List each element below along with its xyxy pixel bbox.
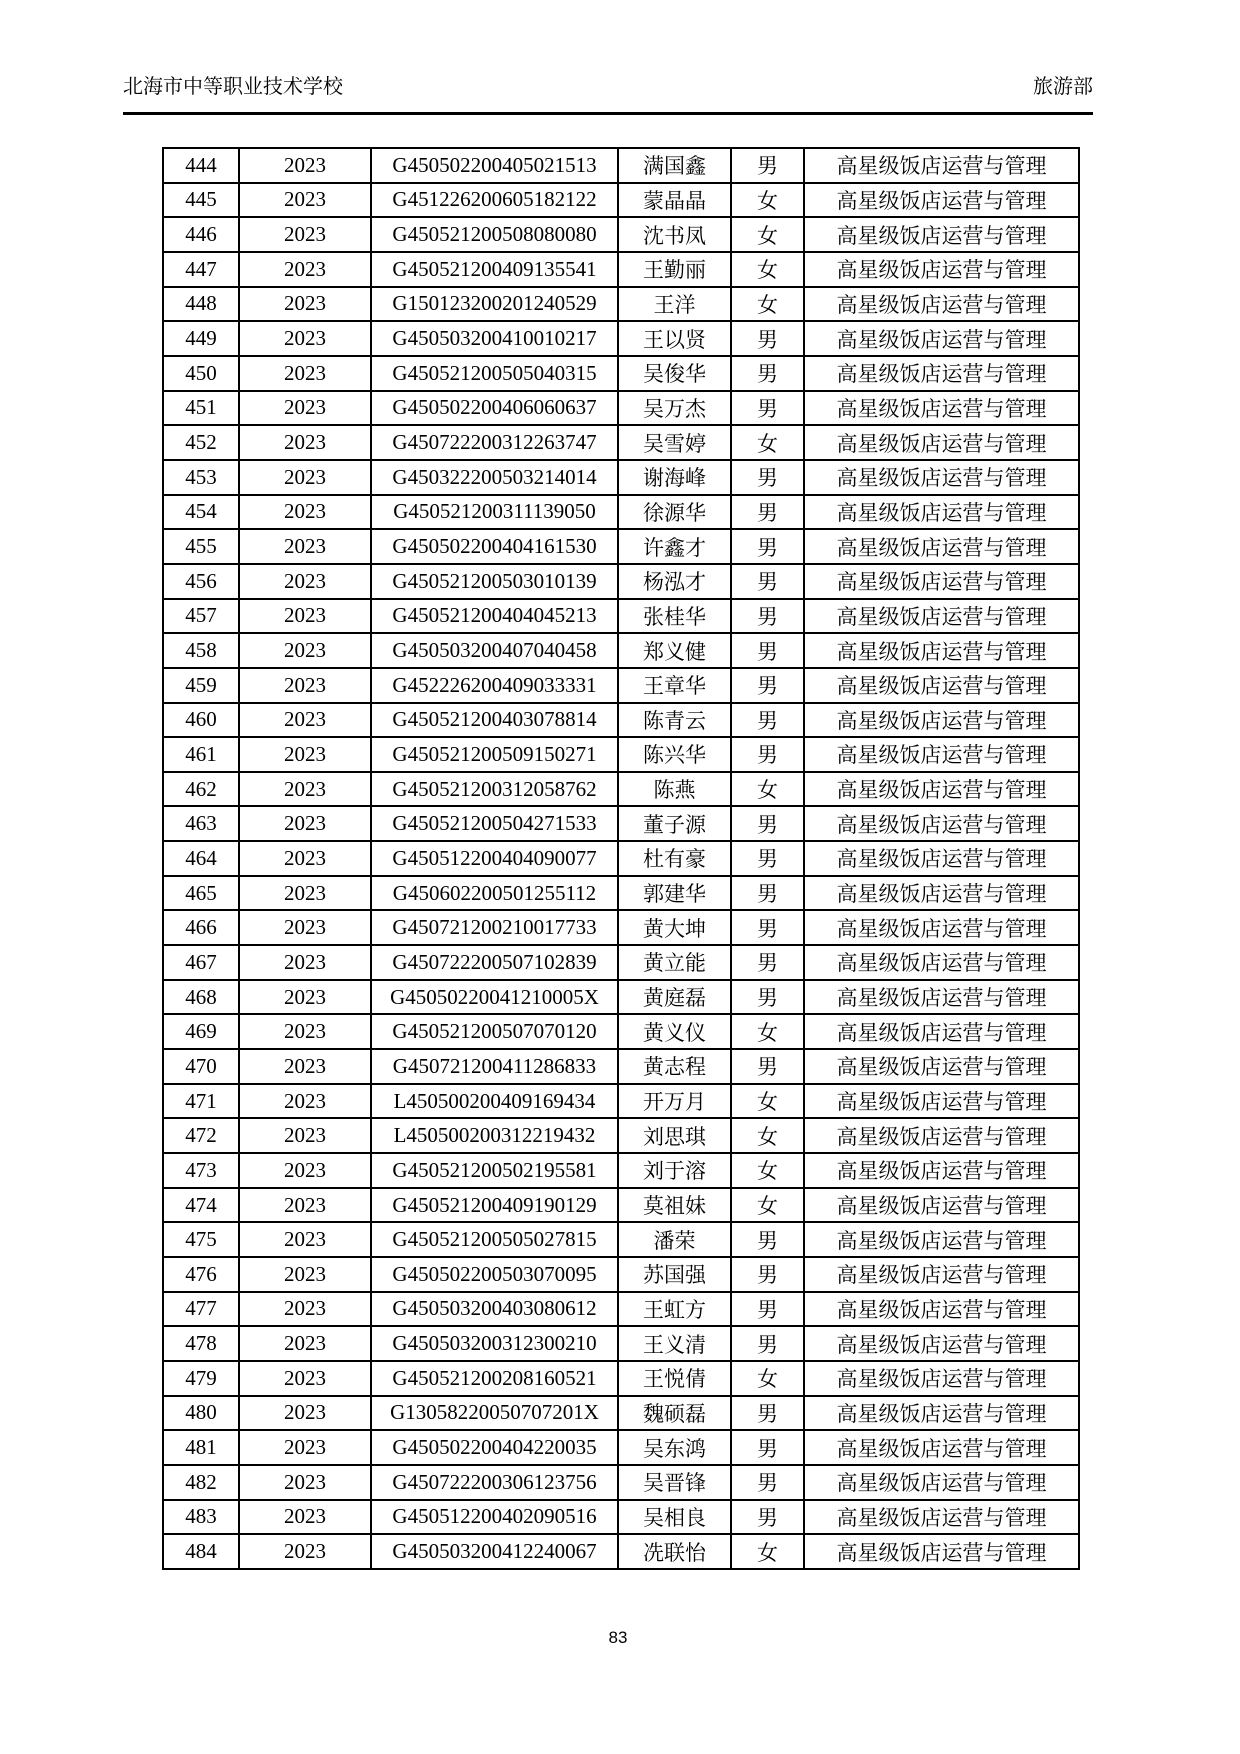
major-cell: 高星级饭店运营与管理 [804,564,1079,599]
id-number-cell: G450521200311139050 [371,495,618,530]
table-row [163,321,1079,356]
name-cell: 魏硕磊 [618,1396,731,1431]
row-number-cell: 474 [163,1188,239,1223]
major-cell: 高星级饭店运营与管理 [804,1292,1079,1327]
name-cell: 黄庭磊 [618,980,731,1015]
table-row [163,1188,1079,1223]
major-cell: 高星级饭店运营与管理 [804,217,1079,252]
row-number-cell: 475 [163,1222,239,1257]
gender-cell: 男 [731,1430,804,1465]
major-cell: 高星级饭店运营与管理 [804,1188,1079,1223]
major-cell: 高星级饭店运营与管理 [804,1118,1079,1153]
id-number-cell: L450500200312219432 [371,1118,618,1153]
id-number-cell: G45050220041210005X [371,980,618,1015]
gender-cell: 女 [731,1361,804,1396]
year-cell: 2023 [239,564,371,599]
name-cell: 莫祖妹 [618,1188,731,1223]
year-cell: 2023 [239,321,371,356]
table-row [163,287,1079,322]
name-cell: 王洋 [618,287,731,322]
year-cell: 2023 [239,183,371,218]
row-number-cell: 447 [163,252,239,287]
id-number-cell: G450502200405021513 [371,148,618,183]
gender-cell: 男 [731,806,804,841]
row-number-cell: 482 [163,1465,239,1500]
year-cell: 2023 [239,1430,371,1465]
table-row [163,1361,1079,1396]
table-row [163,1153,1079,1188]
year-cell: 2023 [239,495,371,530]
id-number-cell: G450521200409190129 [371,1188,618,1223]
major-cell: 高星级饭店运营与管理 [804,356,1079,391]
major-cell: 高星级饭店运营与管理 [804,1500,1079,1535]
row-number-cell: 477 [163,1292,239,1327]
year-cell: 2023 [239,1222,371,1257]
id-number-cell: G450521200208160521 [371,1361,618,1396]
name-cell: 黄志程 [618,1049,731,1084]
id-number-cell: G450502200503070095 [371,1257,618,1292]
name-cell: 吴晋锋 [618,1465,731,1500]
id-number-cell: G450512200404090077 [371,841,618,876]
row-number-cell: 463 [163,806,239,841]
student-table [162,147,1080,1570]
year-cell: 2023 [239,460,371,495]
row-number-cell: 452 [163,425,239,460]
row-number-cell: 460 [163,703,239,738]
id-number-cell: G450721200210017733 [371,910,618,945]
id-number-cell: G450521200508080080 [371,217,618,252]
year-cell: 2023 [239,599,371,634]
table-row [163,876,1079,911]
gender-cell: 男 [731,980,804,1015]
name-cell: 沈书凤 [618,217,731,252]
year-cell: 2023 [239,1118,371,1153]
table-row [163,252,1079,287]
table-row [163,564,1079,599]
major-cell: 高星级饭店运营与管理 [804,391,1079,426]
table-row [163,391,1079,426]
row-number-cell: 455 [163,529,239,564]
row-number-cell: 469 [163,1014,239,1049]
id-number-cell: G13058220050707201X [371,1396,618,1431]
name-cell: 杨泓才 [618,564,731,599]
id-number-cell: G450503200312300210 [371,1326,618,1361]
row-number-cell: 476 [163,1257,239,1292]
gender-cell: 女 [731,1118,804,1153]
major-cell: 高星级饭店运营与管理 [804,1430,1079,1465]
major-cell: 高星级饭店运营与管理 [804,1257,1079,1292]
page-number: 83 [608,1628,628,1647]
row-number-cell: 470 [163,1049,239,1084]
gender-cell: 男 [731,148,804,183]
id-number-cell: G452226200409033331 [371,668,618,703]
name-cell: 陈燕 [618,772,731,807]
major-cell: 高星级饭店运营与管理 [804,1396,1079,1431]
gender-cell: 女 [731,772,804,807]
table-row [163,1084,1079,1119]
major-cell: 高星级饭店运营与管理 [804,1049,1079,1084]
table-row [163,1014,1079,1049]
name-cell: 满国鑫 [618,148,731,183]
year-cell: 2023 [239,1257,371,1292]
name-cell: 王章华 [618,668,731,703]
major-cell: 高星级饭店运营与管理 [804,703,1079,738]
id-number-cell: G450521200503010139 [371,564,618,599]
row-number-cell: 462 [163,772,239,807]
major-cell: 高星级饭店运营与管理 [804,910,1079,945]
table-row [163,356,1079,391]
name-cell: 刘思琪 [618,1118,731,1153]
row-number-cell: 464 [163,841,239,876]
table-row [163,1292,1079,1327]
gender-cell: 女 [731,1014,804,1049]
id-number-cell: G450512200402090516 [371,1500,618,1535]
id-number-cell: G450521200505027815 [371,1222,618,1257]
major-cell: 高星级饭店运营与管理 [804,252,1079,287]
table-row [163,1222,1079,1257]
table-row [163,703,1079,738]
gender-cell: 女 [731,1084,804,1119]
table-row [163,633,1079,668]
student-table-body [163,148,1079,1569]
row-number-cell: 479 [163,1361,239,1396]
row-number-cell: 454 [163,495,239,530]
major-cell: 高星级饭店运营与管理 [804,321,1079,356]
major-cell: 高星级饭店运营与管理 [804,806,1079,841]
gender-cell: 男 [731,495,804,530]
name-cell: 谢海峰 [618,460,731,495]
major-cell: 高星级饭店运营与管理 [804,1153,1079,1188]
name-cell: 王以贤 [618,321,731,356]
year-cell: 2023 [239,633,371,668]
year-cell: 2023 [239,1396,371,1431]
row-number-cell: 466 [163,910,239,945]
year-cell: 2023 [239,1465,371,1500]
year-cell: 2023 [239,1361,371,1396]
name-cell: 张桂华 [618,599,731,634]
year-cell: 2023 [239,806,371,841]
major-cell: 高星级饭店运营与管理 [804,529,1079,564]
id-number-cell: G450521200505040315 [371,356,618,391]
name-cell: 杜有豪 [618,841,731,876]
year-cell: 2023 [239,703,371,738]
major-cell: 高星级饭店运营与管理 [804,772,1079,807]
year-cell: 2023 [239,217,371,252]
major-cell: 高星级饭店运营与管理 [804,1222,1079,1257]
gender-cell: 男 [731,841,804,876]
gender-cell: 男 [731,1396,804,1431]
year-cell: 2023 [239,1153,371,1188]
table-row [163,183,1079,218]
gender-cell: 男 [731,668,804,703]
row-number-cell: 480 [163,1396,239,1431]
major-cell: 高星级饭店运营与管理 [804,737,1079,772]
id-number-cell: G450722200312263747 [371,425,618,460]
major-cell: 高星级饭店运营与管理 [804,1534,1079,1569]
major-cell: 高星级饭店运营与管理 [804,1084,1079,1119]
id-number-cell: G450521200404045213 [371,599,618,634]
gender-cell: 男 [731,529,804,564]
table-row [163,1500,1079,1535]
major-cell: 高星级饭店运营与管理 [804,460,1079,495]
table-row [163,1326,1079,1361]
table-row [163,148,1079,183]
major-cell: 高星级饭店运营与管理 [804,876,1079,911]
table-row [163,772,1079,807]
year-cell: 2023 [239,287,371,322]
gender-cell: 女 [731,183,804,218]
row-number-cell: 484 [163,1534,239,1569]
year-cell: 2023 [239,529,371,564]
year-cell: 2023 [239,1534,371,1569]
row-number-cell: 465 [163,876,239,911]
row-number-cell: 457 [163,599,239,634]
table-row [163,1465,1079,1500]
id-number-cell: G450722200507102839 [371,945,618,980]
table-row [163,529,1079,564]
id-number-cell: G450521200409135541 [371,252,618,287]
name-cell: 王悦倩 [618,1361,731,1396]
table-row [163,1534,1079,1569]
row-number-cell: 444 [163,148,239,183]
id-number-cell: G150123200201240529 [371,287,618,322]
name-cell: 黄大坤 [618,910,731,945]
row-number-cell: 446 [163,217,239,252]
gender-cell: 女 [731,1188,804,1223]
gender-cell: 女 [731,287,804,322]
major-cell: 高星级饭店运营与管理 [804,1326,1079,1361]
year-cell: 2023 [239,425,371,460]
table-row [163,1118,1079,1153]
row-number-cell: 472 [163,1118,239,1153]
name-cell: 许鑫才 [618,529,731,564]
table-row [163,1049,1079,1084]
id-number-cell: G450503200410010217 [371,321,618,356]
table-row [163,495,1079,530]
row-number-cell: 449 [163,321,239,356]
table-row [163,945,1079,980]
major-cell: 高星级饭店运营与管理 [804,841,1079,876]
gender-cell: 女 [731,1534,804,1569]
gender-cell: 女 [731,1153,804,1188]
year-cell: 2023 [239,1188,371,1223]
row-number-cell: 478 [163,1326,239,1361]
id-number-cell: G450521200509150271 [371,737,618,772]
name-cell: 吴相良 [618,1500,731,1535]
gender-cell: 男 [731,876,804,911]
page-header [123,74,1093,115]
id-number-cell: G450503200403080612 [371,1292,618,1327]
row-number-cell: 481 [163,1430,239,1465]
table-row [163,425,1079,460]
row-number-cell: 451 [163,391,239,426]
table-row [163,599,1079,634]
year-cell: 2023 [239,356,371,391]
name-cell: 黄立能 [618,945,731,980]
year-cell: 2023 [239,391,371,426]
id-number-cell: G450503200407040458 [371,633,618,668]
year-cell: 2023 [239,1326,371,1361]
id-number-cell: G450521200502195581 [371,1153,618,1188]
year-cell: 2023 [239,945,371,980]
name-cell: 郭建华 [618,876,731,911]
name-cell: 蒙晶晶 [618,183,731,218]
id-number-cell: G450502200404220035 [371,1430,618,1465]
gender-cell: 男 [731,599,804,634]
gender-cell: 男 [731,460,804,495]
gender-cell: 男 [731,321,804,356]
gender-cell: 男 [731,910,804,945]
major-cell: 高星级饭店运营与管理 [804,1465,1079,1500]
major-cell: 高星级饭店运营与管理 [804,633,1079,668]
row-number-cell: 445 [163,183,239,218]
major-cell: 高星级饭店运营与管理 [804,287,1079,322]
table-row [163,1396,1079,1431]
id-number-cell: G450521200507070120 [371,1014,618,1049]
row-number-cell: 448 [163,287,239,322]
name-cell: 陈兴华 [618,737,731,772]
name-cell: 王义清 [618,1326,731,1361]
gender-cell: 男 [731,1326,804,1361]
row-number-cell: 471 [163,1084,239,1119]
page-footer [0,1628,1236,1648]
id-number-cell: G450502200406060637 [371,391,618,426]
name-cell: 刘于溶 [618,1153,731,1188]
table-row [163,1430,1079,1465]
gender-cell: 男 [731,564,804,599]
name-cell: 黄义仪 [618,1014,731,1049]
name-cell: 王勤丽 [618,252,731,287]
id-number-cell: G450602200501255112 [371,876,618,911]
gender-cell: 男 [731,1292,804,1327]
year-cell: 2023 [239,737,371,772]
table-row [163,806,1079,841]
year-cell: 2023 [239,668,371,703]
year-cell: 2023 [239,1292,371,1327]
name-cell: 郑义健 [618,633,731,668]
major-cell: 高星级饭店运营与管理 [804,599,1079,634]
row-number-cell: 483 [163,1500,239,1535]
gender-cell: 男 [731,391,804,426]
gender-cell: 男 [731,737,804,772]
table-row [163,841,1079,876]
table-row [163,217,1079,252]
major-cell: 高星级饭店运营与管理 [804,183,1079,218]
gender-cell: 女 [731,425,804,460]
name-cell: 吴东鸿 [618,1430,731,1465]
table-row [163,737,1079,772]
row-number-cell: 461 [163,737,239,772]
id-number-cell: G450502200404161530 [371,529,618,564]
name-cell: 董子源 [618,806,731,841]
name-cell: 吴万杰 [618,391,731,426]
row-number-cell: 473 [163,1153,239,1188]
table-row [163,668,1079,703]
table-row [163,980,1079,1015]
gender-cell: 女 [731,252,804,287]
id-number-cell: G450503200412240067 [371,1534,618,1569]
major-cell: 高星级饭店运营与管理 [804,1014,1079,1049]
year-cell: 2023 [239,980,371,1015]
gender-cell: 男 [731,1465,804,1500]
row-number-cell: 450 [163,356,239,391]
gender-cell: 男 [731,1049,804,1084]
school-name: 北海市中等职业技术学校 [123,76,343,98]
row-number-cell: 467 [163,945,239,980]
year-cell: 2023 [239,910,371,945]
year-cell: 2023 [239,252,371,287]
name-cell: 潘荣 [618,1222,731,1257]
gender-cell: 男 [731,945,804,980]
id-number-cell: G450721200411286833 [371,1049,618,1084]
department-name: 旅游部 [1033,76,1093,98]
major-cell: 高星级饭店运营与管理 [804,1361,1079,1396]
year-cell: 2023 [239,1084,371,1119]
gender-cell: 男 [731,1257,804,1292]
year-cell: 2023 [239,772,371,807]
year-cell: 2023 [239,1049,371,1084]
name-cell: 冼联怡 [618,1534,731,1569]
id-number-cell: G450322200503214014 [371,460,618,495]
name-cell: 吴雪婷 [618,425,731,460]
table-row [163,910,1079,945]
year-cell: 2023 [239,148,371,183]
name-cell: 陈青云 [618,703,731,738]
name-cell: 吴俊华 [618,356,731,391]
gender-cell: 男 [731,356,804,391]
year-cell: 2023 [239,841,371,876]
name-cell: 苏国强 [618,1257,731,1292]
major-cell: 高星级饭店运营与管理 [804,425,1079,460]
major-cell: 高星级饭店运营与管理 [804,148,1079,183]
gender-cell: 男 [731,703,804,738]
gender-cell: 男 [731,633,804,668]
major-cell: 高星级饭店运营与管理 [804,945,1079,980]
year-cell: 2023 [239,1014,371,1049]
id-number-cell: G450521200403078814 [371,703,618,738]
year-cell: 2023 [239,876,371,911]
table-row [163,1257,1079,1292]
id-number-cell: G451226200605182122 [371,183,618,218]
table-row [163,460,1079,495]
name-cell: 徐源华 [618,495,731,530]
major-cell: 高星级饭店运营与管理 [804,980,1079,1015]
id-number-cell: L450500200409169434 [371,1084,618,1119]
gender-cell: 男 [731,1222,804,1257]
gender-cell: 男 [731,1500,804,1535]
row-number-cell: 456 [163,564,239,599]
major-cell: 高星级饭店运营与管理 [804,495,1079,530]
year-cell: 2023 [239,1500,371,1535]
gender-cell: 女 [731,217,804,252]
row-number-cell: 453 [163,460,239,495]
name-cell: 王虹方 [618,1292,731,1327]
major-cell: 高星级饭店运营与管理 [804,668,1079,703]
id-number-cell: G450521200504271533 [371,806,618,841]
id-number-cell: G450521200312058762 [371,772,618,807]
name-cell: 开万月 [618,1084,731,1119]
id-number-cell: G450722200306123756 [371,1465,618,1500]
row-number-cell: 458 [163,633,239,668]
row-number-cell: 468 [163,980,239,1015]
row-number-cell: 459 [163,668,239,703]
